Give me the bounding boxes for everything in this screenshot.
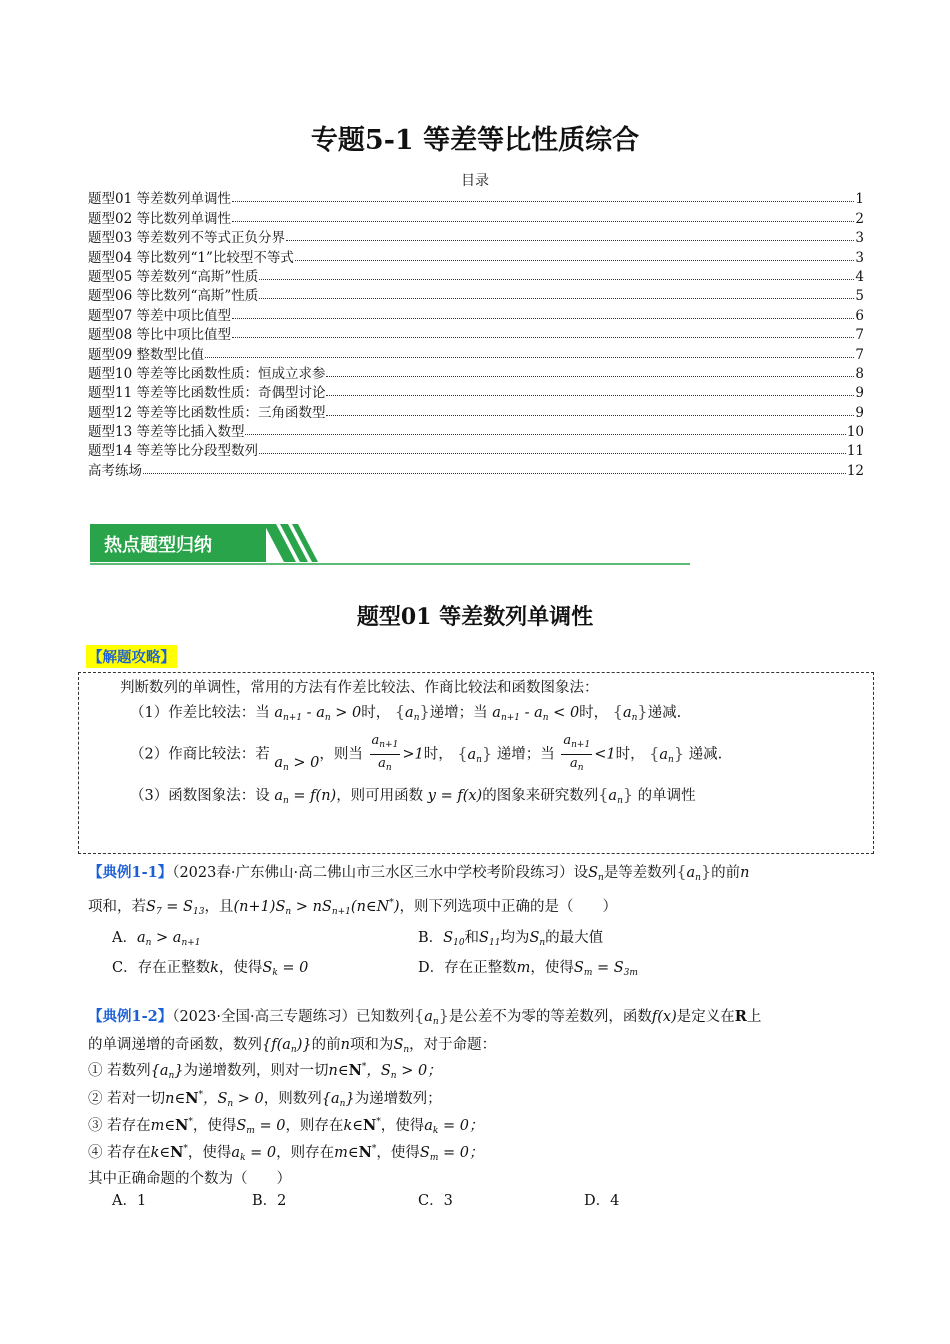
example-1-2-line-1: 【典例1-2】（2023·全国·高三专题练习）已知数列$\{a_n\}$是公差不为零的等差数列，函数f(x)是定义在R上 [88, 1006, 762, 1027]
toc-dot-leader [232, 200, 854, 202]
section-title: 题型01 等差数列单调性 [356, 604, 594, 630]
toc-entry-label: 题型02 等比数列单调性 [88, 210, 231, 227]
toc-entry[interactable] [88, 207, 864, 226]
banner-text: 热点题型归纳 [104, 535, 212, 556]
toc-entry-label: 题型09 整数型比值 [88, 346, 204, 363]
example-1-2-option-c: C．3 [418, 1193, 453, 1209]
toc-entry-page: 1 [855, 191, 864, 208]
example-1-1-option-a: A．$a_n > a_{n+1}$ [112, 930, 201, 948]
toc-entry[interactable] [88, 227, 864, 246]
strategy-intro: 判断数列的单调性，常用的方法有作差比较法、作商比较法和函数图象法： [120, 680, 599, 696]
toc-dot-leader [286, 239, 854, 241]
toc-entry[interactable] [88, 246, 864, 265]
example-1-1-line-2: 项和，若$S_7 = S_{13}$，且$(n+1)S_n$ > $nS_{n+1}(n\in N^*)$，则下列选项中正确的是（ ） [88, 898, 618, 917]
proposition-2: ② 若对一切n∈N*，$S_n > 0$，则数列$\{a_n\}$为递增数列； [88, 1090, 442, 1109]
toc-entry-label: 题型07 等差中项比值型 [88, 307, 231, 324]
proposition-4: ④ 若存在k∈N*，使得$a_k = 0$，则存在m∈N*，使得$S_m = 0$； [88, 1144, 484, 1163]
toc-entry[interactable] [88, 304, 864, 323]
strategy-line-3: （3）函数图象法：设 $a_n = f(n)$，则可用函数 y = f(x)的图象来研究数列$\{a_n\}$ 的单调性 [130, 785, 696, 806]
toc-dot-leader [326, 394, 854, 396]
toc-entry-page: 12 [846, 462, 864, 479]
toc-entry-label: 题型05 等差数列“高斯”性质 [88, 268, 259, 285]
toc-entry[interactable] [88, 188, 864, 207]
proposition-1: ① 若数列$\{a_n\}$为递增数列，则对一切n∈N*，$S_n > 0$； [88, 1062, 442, 1081]
toc-entry-label: 题型10 等差等比函数性质：恒成立求参 [88, 365, 326, 382]
toc-entry-label: 题型03 等差数列不等式正负分界 [88, 230, 285, 247]
toc-entry-page: 2 [855, 210, 864, 227]
toc-dot-leader [143, 472, 846, 474]
toc-entry-page: 7 [855, 346, 864, 363]
toc-entry[interactable] [88, 459, 864, 478]
toc-entry-label: 题型13 等差等比插入数型 [88, 424, 245, 441]
toc-entry-page: 7 [855, 327, 864, 344]
toc-entry-page: 9 [855, 385, 864, 402]
toc-dot-leader [259, 278, 854, 280]
page-title: 专题5-1 等差等比性质综合 [310, 125, 640, 156]
toc-entry[interactable] [88, 285, 864, 304]
example-1-2-line-2: 的单调递增的奇函数，数列$\{f(a_n)\}$的前n项和为$S_n$，对于命题： [88, 1037, 497, 1055]
toc-entry-page: 4 [855, 268, 864, 285]
toc-dot-leader [232, 336, 854, 338]
example-1-2-option-b: B．2 [252, 1193, 287, 1209]
strategy-line-2: （2）作商比较法：若 $a_n > 0$，则当 $\frac{a_{n+1}}{a_n}$ >1时， $\{a_n\}$ 递增；当 $\frac{a_{n+1}}{a_n}$ <1时， $\{a_n\}$ 递减. [130, 733, 723, 773]
toc-entry-label: 题型14 等差等比分段型数列 [88, 443, 258, 460]
toc-dot-leader [259, 452, 846, 454]
toc-dot-leader [205, 356, 854, 358]
toc-entry[interactable] [88, 382, 864, 401]
strategy-line-1: （1）作差比较法：当 $a_{n+1} - a_n > 0$时， $\{a_n\}$递增；当 $a_{n+1} - a_n < 0$时， $\{a_n\}$递减. [130, 702, 682, 723]
toc-entry[interactable] [88, 324, 864, 343]
toc-entry[interactable] [88, 401, 864, 420]
toc-entry-page: 9 [855, 404, 864, 421]
toc-dot-leader [232, 317, 854, 319]
toc-entry-page: 3 [855, 230, 864, 247]
toc-entry-label: 高考练场 [88, 462, 142, 479]
section-banner [90, 522, 690, 568]
toc-entry[interactable] [88, 440, 864, 459]
toc-dot-leader [326, 414, 854, 416]
example-1-2-question: 其中正确命题的个数为（ ） [88, 1171, 291, 1187]
toc-entry[interactable] [88, 421, 864, 440]
toc-entry-label: 题型12 等差等比函数性质：三角函数型 [88, 404, 326, 421]
toc-entry-label: 题型06 等比数列“高斯”性质 [88, 288, 259, 305]
toc-entry-label: 题型11 等差等比函数性质：奇偶型讨论 [88, 385, 326, 402]
strategy-tag: 【解题攻略】 [86, 645, 177, 668]
toc-entry-label: 题型08 等比中项比值型 [88, 327, 231, 344]
toc-dot-leader [326, 375, 854, 377]
toc-entry-page: 6 [855, 307, 864, 324]
toc-dot-leader [259, 297, 854, 299]
toc-dot-leader [232, 220, 854, 222]
toc-entry[interactable] [88, 266, 864, 285]
toc-dot-leader [295, 259, 855, 261]
proposition-3: ③ 若存在m∈N*，使得$S_m = 0$，则存在k∈N*，使得$a_k = 0$； [88, 1117, 484, 1136]
toc-entry-label: 题型04 等比数列“1”比较型不等式 [88, 249, 294, 266]
toc-entry[interactable] [88, 343, 864, 362]
example-1-1-line-1: 【典例1-1】（2023春·广东佛山·高二佛山市三水区三水中学校考阶段练习）设$S_n$是等差数列$\{a_n\}$的前n [88, 862, 750, 883]
example-1-1-option-d: D．存在正整数m，使得$S_m = S_{3m}$ [418, 960, 638, 978]
toc-entry-page: 3 [855, 249, 864, 266]
toc-entry-page: 8 [855, 365, 864, 382]
toc-heading: 目录 [461, 173, 489, 189]
toc-entry-page: 11 [846, 443, 864, 460]
example-1-2-option-a: A．1 [112, 1193, 147, 1209]
example-1-2-option-d: D．4 [584, 1193, 620, 1209]
toc-dot-leader [245, 433, 845, 435]
toc-entry-page: 10 [846, 424, 864, 441]
example-1-1-option-c: C．存在正整数k，使得$S_k = 0$ [112, 960, 309, 978]
example-1-1-option-b: B．$S_{10}$和$S_{11}$均为$S_n$的最大值 [418, 930, 604, 948]
toc-entry[interactable] [88, 363, 864, 382]
toc-entry-page: 5 [855, 288, 864, 305]
table-of-contents [88, 188, 864, 479]
toc-entry-label: 题型01 等差数列单调性 [88, 191, 231, 208]
